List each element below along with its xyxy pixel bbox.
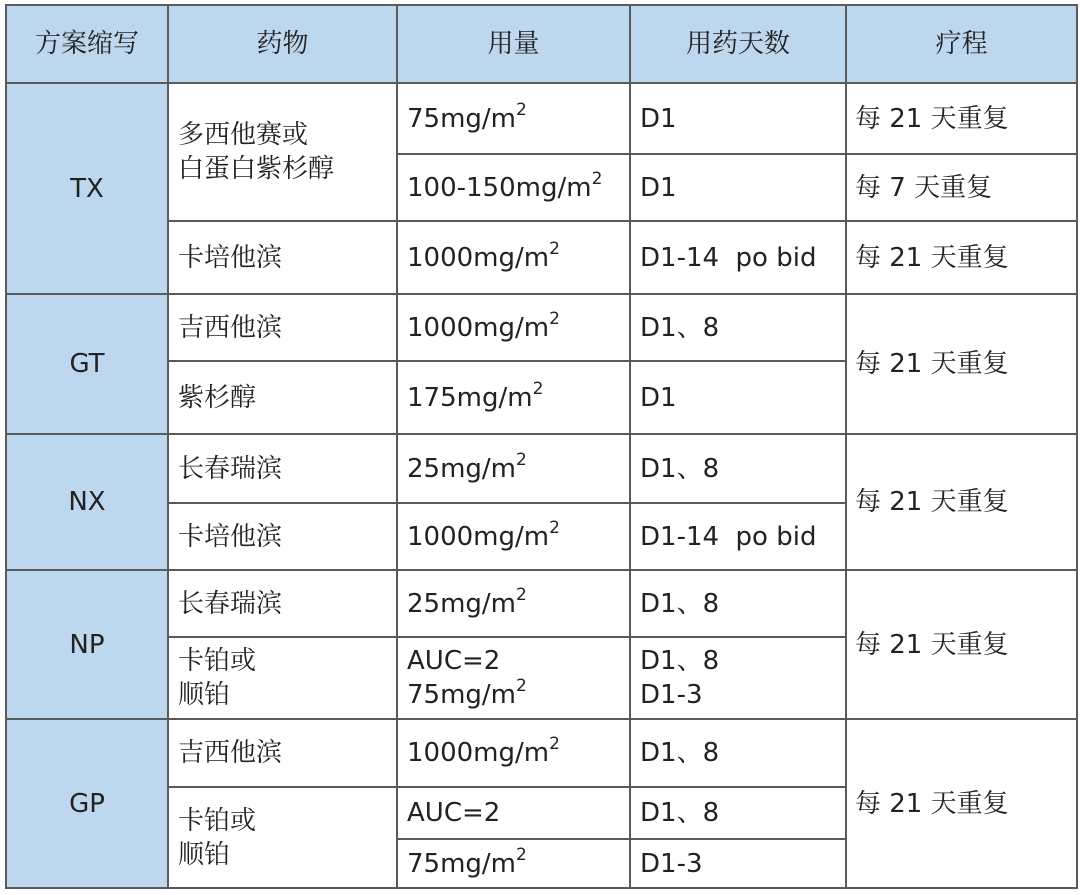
drug-cell — [168, 637, 397, 719]
dose-value: 75 — [407, 103, 441, 134]
table-row — [6, 570, 1077, 637]
unit-exponent: 2 — [549, 734, 560, 755]
drug-cell: 长春瑞滨 — [168, 570, 397, 637]
dose-value: 1000 — [407, 312, 474, 343]
drug-cell: 紫杉醇 — [168, 361, 397, 434]
dose-value: 25 — [407, 453, 441, 484]
days-cell: D1-14 po bid — [630, 503, 846, 570]
days-cell: D1 — [630, 361, 846, 434]
table-row — [6, 83, 1077, 154]
dose-cell — [397, 83, 630, 154]
scheme-nx: NX — [6, 434, 168, 570]
unit-exponent: 2 — [516, 844, 527, 865]
dose-line — [407, 678, 629, 712]
dose-value: 1000 — [407, 521, 474, 552]
dose-unit: mg/m — [440, 680, 517, 710]
course-cell: 每 21 天重复 — [846, 83, 1077, 154]
unit-exponent: 2 — [549, 308, 560, 329]
table-row — [6, 719, 1077, 787]
unit-exponent: 2 — [549, 238, 560, 259]
scheme-gt: GT — [6, 294, 168, 434]
course-cell: 每 7 天重复 — [846, 154, 1077, 221]
scheme-gp: GP — [6, 719, 168, 888]
days-cell: D1、8 — [630, 570, 846, 637]
days-cell: D1、8 — [630, 294, 846, 361]
drug-cell: 吉西他滨 — [168, 294, 397, 361]
drug-line: 白蛋白紫杉醇 — [178, 154, 335, 184]
dose-cell — [397, 637, 630, 719]
drug-cell: 卡培他滨 — [168, 221, 397, 294]
dose-value: 100-150 — [407, 172, 516, 203]
dose-line: AUC=2 — [407, 646, 501, 676]
table-row — [6, 294, 1077, 361]
days-cell: D1、8 — [630, 787, 846, 839]
drug-line: 多西他赛或 — [178, 120, 309, 150]
dose-unit: mg/m — [473, 312, 550, 343]
unit-exponent: 2 — [516, 449, 527, 470]
days-cell: D1、8 — [630, 719, 846, 787]
dose-cell — [397, 294, 630, 361]
header-row — [6, 5, 1077, 83]
drug-line: 卡铂或 — [178, 646, 257, 676]
dose-cell — [397, 839, 630, 888]
drug-cell: 吉西他滨 — [168, 719, 397, 787]
dose-unit: mg/m — [440, 848, 517, 879]
drug-cell — [168, 83, 397, 221]
dose-value: 1000 — [407, 242, 474, 273]
drug-line: 顺铂 — [178, 680, 231, 710]
dose-cell — [397, 154, 630, 221]
scheme-np: NP — [6, 570, 168, 719]
table-row — [6, 434, 1077, 503]
days-cell: D1 — [630, 83, 846, 154]
dose-unit: mg/m — [473, 521, 550, 552]
days-cell: D1-3 — [630, 839, 846, 888]
header-course: 疗程 — [846, 5, 1077, 83]
dose-value: 75 — [407, 680, 441, 710]
unit-exponent: 2 — [516, 584, 527, 605]
dose-value: 75 — [407, 848, 441, 879]
unit-exponent: 2 — [532, 378, 544, 399]
scheme-tx: TX — [6, 83, 168, 294]
drug-line: 卡铂或 — [178, 805, 257, 836]
dose-cell — [397, 361, 630, 434]
dose-cell — [397, 503, 630, 570]
days-line: D1、8 — [640, 646, 720, 676]
days-cell: D1、8 — [630, 434, 846, 503]
dose-value: 25 — [407, 588, 441, 619]
course-cell: 每 21 天重复 — [846, 570, 1077, 719]
course-cell: 每 21 天重复 — [846, 221, 1077, 294]
header-drug: 药物 — [168, 5, 397, 83]
course-cell: 每 21 天重复 — [846, 294, 1077, 434]
days-cell — [630, 637, 846, 719]
dose-unit: mg/m — [473, 242, 550, 273]
dose-cell — [397, 434, 630, 503]
unit-exponent: 2 — [549, 517, 560, 538]
unit-exponent: 2 — [591, 168, 603, 189]
drug-cell: 长春瑞滨 — [168, 434, 397, 503]
dose-value: 1000 — [407, 738, 474, 768]
dose-cell — [397, 221, 630, 294]
dose-unit: mg/m — [440, 103, 517, 134]
dose-cell — [397, 570, 630, 637]
unit-exponent: 2 — [516, 676, 527, 697]
days-cell: D1 — [630, 154, 846, 221]
drug-cell: 卡培他滨 — [168, 503, 397, 570]
dose-cell: AUC=2 — [397, 787, 630, 839]
header-dose: 用量 — [397, 5, 630, 83]
dose-unit: mg/m — [456, 382, 533, 413]
dose-value: 175 — [407, 382, 457, 413]
header-scheme: 方案缩写 — [6, 5, 168, 83]
course-cell: 每 21 天重复 — [846, 434, 1077, 570]
chemo-regimen-table — [5, 4, 1078, 889]
dose-cell — [397, 719, 630, 787]
dose-unit: mg/m — [473, 738, 550, 768]
unit-exponent: 2 — [516, 99, 527, 120]
course-cell: 每 21 天重复 — [846, 719, 1077, 888]
days-line: D1-3 — [640, 680, 703, 710]
drug-cell — [168, 787, 397, 888]
dose-unit: mg/m — [515, 172, 592, 203]
drug-line: 顺铂 — [178, 839, 231, 870]
days-cell: D1-14 po bid — [630, 221, 846, 294]
dose-unit: mg/m — [440, 588, 517, 619]
dose-unit: mg/m — [440, 453, 517, 484]
header-days: 用药天数 — [630, 5, 846, 83]
